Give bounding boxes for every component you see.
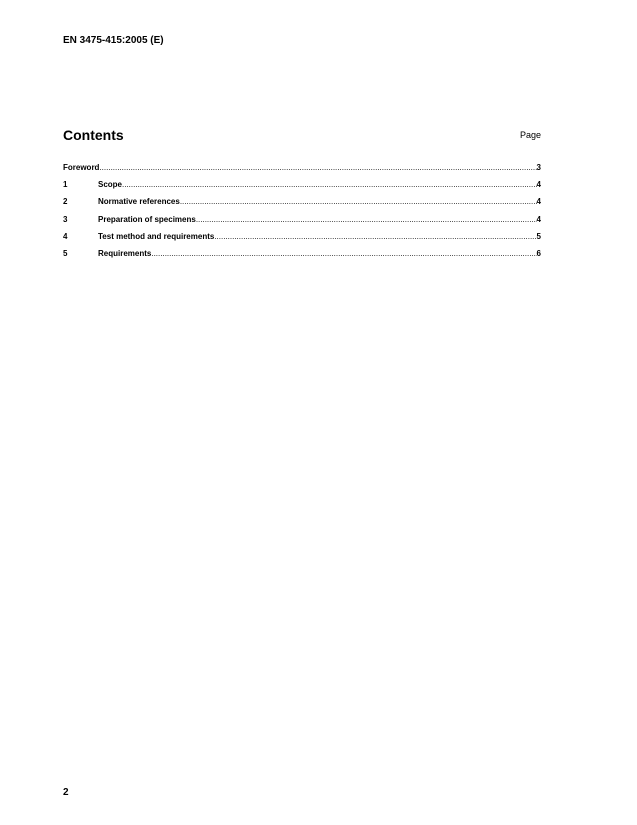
toc-dot-leader [180, 197, 537, 207]
toc-entry-page: 4 [536, 197, 541, 207]
page-number: 2 [63, 787, 69, 798]
toc-entry-foreword[interactable] [63, 163, 541, 180]
toc-entry-page: 4 [536, 180, 541, 190]
toc-entry-preparation-of-specimens[interactable] [63, 215, 541, 232]
toc-entry-scope[interactable] [63, 180, 541, 197]
page-column-label: Page [519, 130, 541, 140]
toc-entry-title: Normative references [98, 197, 180, 207]
toc-entry-normative-references[interactable] [63, 197, 541, 214]
toc-entry-title: Scope [98, 180, 123, 190]
toc-entry-page: 6 [536, 248, 541, 258]
toc-entry-number: 5 [63, 248, 68, 258]
toc-entry-title: Requirements [98, 248, 152, 258]
toc-dot-leader [151, 249, 536, 259]
toc-entry-title: Foreword [63, 163, 100, 172]
toc-entry-title: Test method and requirements [98, 231, 215, 241]
toc-entry-title: Preparation of specimens [98, 214, 196, 224]
toc-dot-leader [99, 163, 536, 173]
toc-entry-number: 2 [63, 197, 68, 207]
toc-entry-page: 3 [536, 163, 541, 172]
toc-entry-page: 5 [536, 231, 541, 241]
toc-entry-number: 1 [63, 180, 68, 190]
toc-dot-leader [214, 232, 536, 242]
toc-entry-number: 4 [63, 231, 68, 241]
toc-entry-test-method-and-requirements[interactable] [63, 232, 541, 249]
contents-heading: Contents [63, 127, 124, 143]
document-id: EN 3475-415:2005 (E) [63, 35, 164, 46]
toc-entry-number: 3 [63, 214, 68, 224]
toc-dot-leader [122, 180, 537, 190]
toc-entry-requirements[interactable] [63, 249, 541, 266]
toc-entry-page: 4 [536, 214, 541, 224]
toc-dot-leader [196, 215, 537, 225]
table-of-contents [63, 163, 541, 266]
